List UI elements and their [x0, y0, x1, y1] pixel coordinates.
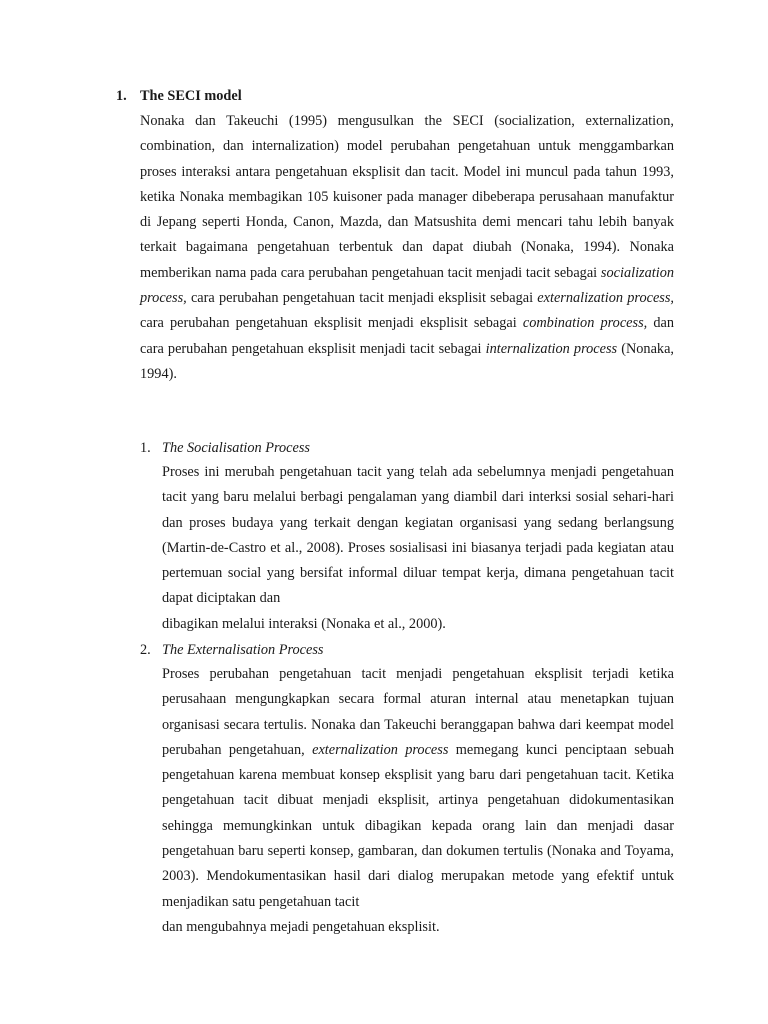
subsection-2-last-line: dan mengubahnya mejadi pengetahuan eksplisit. — [162, 918, 440, 935]
subsection-2-term-externalization: externalization process — [312, 741, 449, 758]
section-title: The SECI model — [140, 88, 242, 104]
subsection-2-heading — [140, 640, 323, 660]
subsection-2-text-1: Proses perubahan pengetahuan tacit menjadi pengetahuan eksplisit terjadi ketika perusahaan mengungkapkan secara formal aturan internal atau menetapkan tujuan organisasi secara tertulis. Nonaka dan Takeuchi beranggapan bahwa dari keempat model perubahan pengetahuan, — [162, 666, 674, 758]
intro-term-internalization: internalization process — [485, 340, 618, 357]
subsection-2-paragraph — [162, 662, 674, 940]
subsection-1-last-line: dibagikan melalui interaksi (Nonaka et al., 2000). — [162, 615, 446, 632]
intro-term-combination: combination process, — [522, 315, 648, 332]
subsection-1-paragraph — [162, 460, 674, 637]
intro-text-1: Nonaka dan Takeuchi (1995) mengusulkan the SECI (socialization, externalization, combination, dan internalization) model perubahan pengetahuan untuk menggambarkan proses interaksi antara pengetahuan eksplisit dan tacit. Model ini muncul pada tahun 1993, ketika Nonaka membagikan 105 kuisoner pada manager dibeberapa perusahaan manufaktur di Jepang seperti Honda, Canon, Mazda, dan Matsushita demi mencari tahu lebih banyak terkait bagaimana pengetahuan terbentuk dan dapat diubah (Nonaka, 1994). Nonaka memberikan nama pada cara perubahan pengetahuan tacit menjadi tacit sebagai — [140, 113, 674, 281]
subsection-1-title: The Socialisation Process — [162, 440, 310, 456]
section-number: 1. — [116, 88, 127, 104]
section-heading — [116, 86, 242, 106]
intro-text-4: dan cara perubahan pengetahuan eksplisit menjadi tacit sebagai — [140, 315, 675, 357]
subsection-2-title: The Externalisation Process — [162, 642, 324, 658]
subsection-1-number: 1. — [140, 440, 151, 456]
intro-term-externalization: externalization process, — [537, 290, 674, 307]
intro-term-socialization: socialization process, — [140, 264, 674, 307]
subsection-2-number: 2. — [140, 642, 151, 658]
subsection-1-heading — [140, 438, 310, 458]
subsection-1-text: Proses ini merubah pengetahuan tacit yang telah ada sebelumnya menjadi pengetahuan tacit yang baru melalui berbagi pengalaman yang diambil dari interksi sosial sehari-hari dan proses budaya yang terkait dengan kegiatan organisasi yang sedang berlangsung (Martin-de-Castro et al., 2008). Proses sosialisasi ini biasanya terjadi pada kegiatan atau pertemuan social yang bersifat informal diluar tempat kerja, dimana pengetahuan tacit dapat diciptakan dan — [162, 464, 674, 607]
subsection-2-text-2: memegang kunci penciptaan sebuah pengetahuan karena membuat konsep eksplisit yang baru dari pengetahuan tacit. Ketika pengetahuan tacit dibuat menjadi eksplisit, artinya pengetahuan didokumentasikan sehingga memungkinkan untuk dibagikan kepada orang lain dan menjadi dasar pengetahuan baru seperti konsep, gambaran, dan dokumen tertulis (Nonaka and Toyama, 2003). Mendokumentasikan hasil dari dialog merupakan metode yang efektif untuk menjadikan satu pengetahuan tacit — [162, 741, 674, 910]
intro-text-3: cara perubahan pengetahuan eksplisit menjadi eksplisit sebagai — [140, 315, 523, 332]
intro-text-2: cara perubahan pengetahuan tacit menjadi eksplisit sebagai — [186, 290, 538, 307]
intro-text-5: (Nonaka, 1994). — [140, 340, 674, 382]
intro-paragraph — [140, 109, 674, 387]
